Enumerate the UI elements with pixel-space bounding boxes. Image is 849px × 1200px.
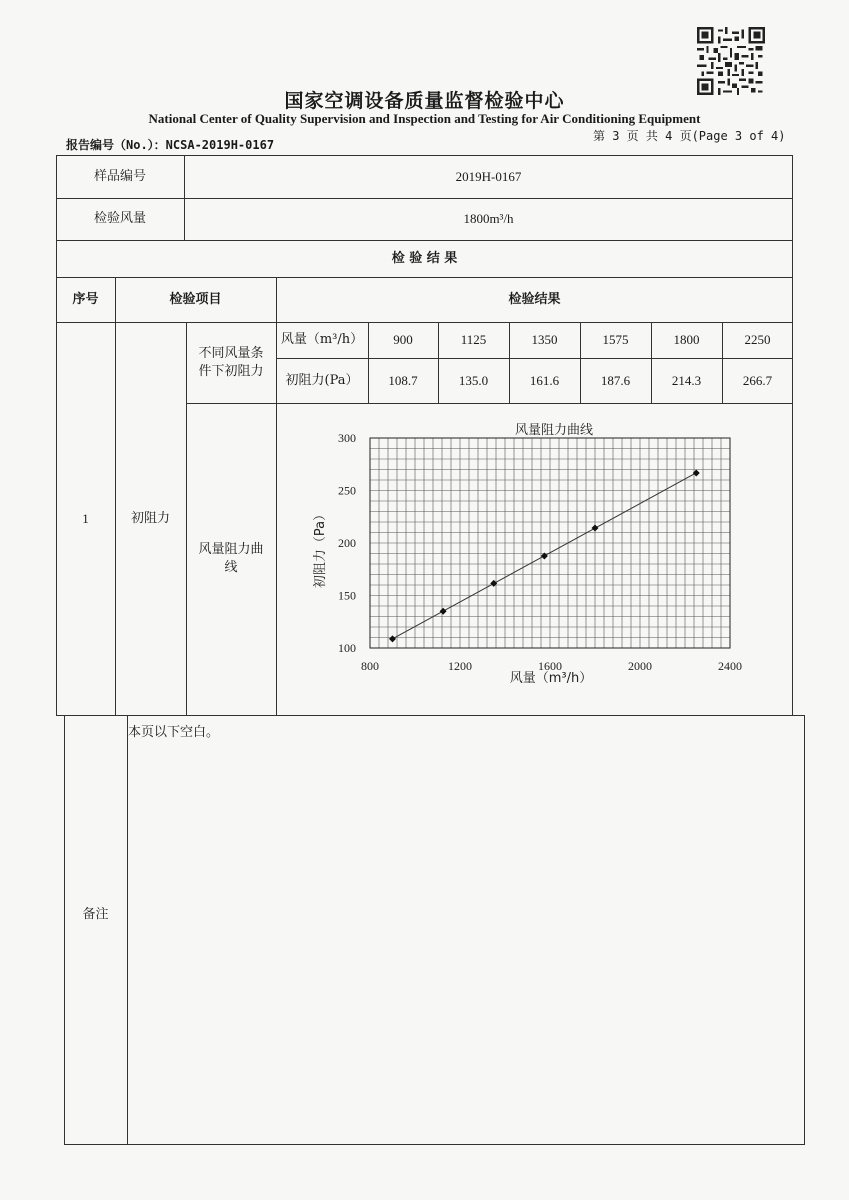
airflow-label: 检验风量	[93, 211, 146, 227]
airflow-value-cell: 1800	[673, 332, 700, 348]
page-number: 第 3 页 共 4 页(Page 3 of 4)	[593, 129, 786, 143]
col-result-header: 检验结果	[508, 291, 561, 307]
airflow-value-cell: 1575	[602, 332, 629, 348]
chart-x-tick-label: 1200	[448, 659, 472, 673]
airflow-value-cell: 1350	[531, 332, 558, 348]
sub-item-curve: 风量阻力曲线	[198, 542, 264, 575]
chart-title: 风量阻力曲线	[514, 423, 594, 438]
section-title: 检 验 结 果	[391, 250, 458, 266]
resistance-value-cell: 108.7	[388, 372, 418, 388]
qr-code-icon	[697, 27, 765, 95]
airflow-row-label: 风量（m³/h）	[280, 332, 364, 348]
chart-data-point	[592, 524, 599, 531]
airflow-resistance-chart	[300, 418, 780, 698]
resistance-value-cell: 187.6	[600, 372, 631, 388]
airflow-value-cell: 1125	[460, 332, 487, 348]
chart-x-label: 风量（m³/h）	[509, 671, 593, 686]
chart-x-tick-label: 2000	[628, 659, 652, 673]
remarks-text: 本页以下空白。	[128, 725, 220, 740]
chart-x-tick-label: 2400	[718, 659, 742, 673]
chart-x-tick-label: 800	[361, 659, 379, 673]
airflow-value-cell: 900	[393, 332, 413, 348]
airflow-value-cell: 2250	[744, 332, 771, 348]
col-seq-header: 序号	[72, 291, 99, 307]
page-title: 国家空调设备质量监督检验中心	[284, 90, 565, 112]
resistance-row-label: 初阻力(Pa）	[285, 372, 359, 388]
resistance-value-cell: 266.7	[742, 372, 773, 388]
page-subtitle: National Center of Quality Supervision and Inspection and Testing for Air Conditioning Equipment	[148, 111, 701, 126]
airflow-value: 1800m³/h	[463, 211, 514, 227]
col-item-header: 检验项目	[169, 291, 222, 307]
remarks-label: 备注	[82, 907, 109, 923]
resistance-value-cell: 161.6	[529, 372, 560, 388]
item-name: 初阻力	[130, 510, 170, 526]
resistance-value-cell: 214.3	[671, 372, 702, 388]
chart-y-tick-label: 150	[338, 588, 356, 603]
sample-no-value: 2019H-0167	[455, 168, 522, 184]
chart-data-point	[440, 608, 447, 615]
chart-y-tick-label: 250	[338, 483, 356, 498]
report-number: 报告编号（No.）：NCSA-2019H-0167	[66, 138, 275, 152]
chart-y-label: 初阻力（Pa）	[313, 507, 328, 589]
chart-x-tick-label: 1600	[538, 659, 562, 673]
chart-y-tick-label: 300	[338, 431, 356, 445]
resistance-value-cell: 135.0	[458, 372, 489, 388]
chart-data-point	[389, 635, 396, 642]
sample-no-label: 样品编号	[93, 168, 146, 184]
chart-y-tick-label: 200	[338, 536, 356, 550]
row-seq: 1	[82, 510, 89, 526]
chart-y-tick-label: 100	[338, 641, 356, 655]
remarks-box	[64, 715, 805, 1145]
sub-item-resistance: 不同风量条件下初阻力	[198, 345, 264, 379]
